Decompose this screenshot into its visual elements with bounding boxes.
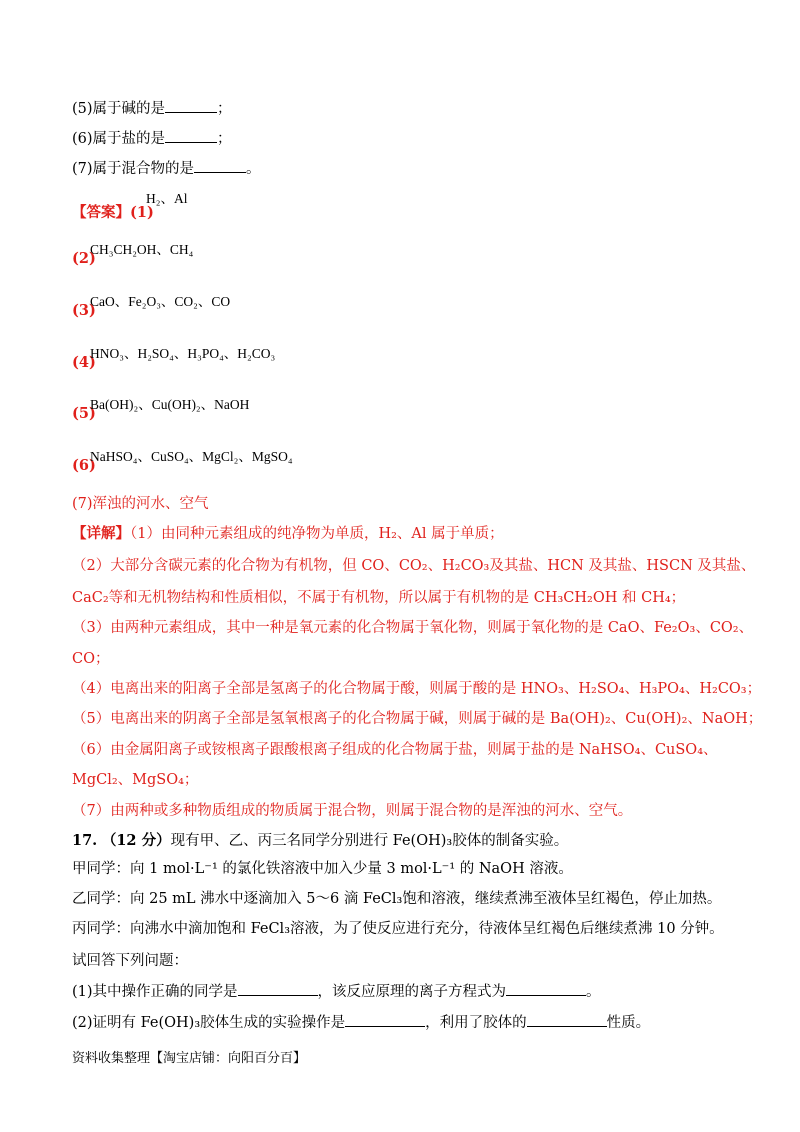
answer-1: H₂、Al <box>146 191 188 206</box>
answer-2: CH₃CH₂OH、CH₄ <box>90 242 194 257</box>
answer-blank <box>527 1012 607 1027</box>
detail-line-1: 【详解】（1）由同种元素组成的纯净物为单质，H₂、Al 属于单质； <box>72 525 504 542</box>
question-17-stem: 17. （12 分）现有甲、乙、丙三名同学分别进行 Fe(OH)₃胶体的制备实验。 <box>72 832 569 849</box>
answer-2-number: (2) <box>72 250 96 267</box>
detail-label: 【详解】 <box>72 525 130 542</box>
answer-blank <box>238 981 318 996</box>
student-jia: 甲同学：向 1 mol·L⁻¹ 的氯化铁溶液中加入少量 3 mol·L⁻¹ 的 NaOH 溶液。 <box>72 861 573 877</box>
detail-line-5: CO； <box>72 651 110 667</box>
answer-blank <box>165 128 217 143</box>
sub-question-2: (2)证明有 Fe(OH)₃胶体生成的实验操作是 ，利用了胶体的 性质。 <box>72 1012 650 1033</box>
answer-5-number: (5) <box>72 405 96 422</box>
question-5: (5)属于碱的是 ； <box>72 98 232 119</box>
question-6: (6)属于盐的是 ； <box>72 128 232 149</box>
answer-blank <box>506 981 586 996</box>
answer-blank <box>345 1012 425 1027</box>
detail-line-4: （3）由两种元素组成，其中一种是氧元素的化合物属于氧化物，则属于氧化物的是 CaO、Fe₂O₃、CO₂、 <box>72 620 754 636</box>
detail-line-8: （6）由金属阳离子或铵根离子跟酸根离子组成的化合物属于盐，则属于盐的是 NaHSO₄、CuSO₄、 <box>72 742 718 758</box>
answer-6: NaHSO₄、CuSO₄、MgCl₂、MgSO₄ <box>90 449 293 464</box>
student-yi: 乙同学：向 25 mL 沸水中逐滴加入 5～6 滴 FeCl₃饱和溶液，继续煮沸至液体呈红褐色，停止加热。 <box>72 891 722 907</box>
answer-3-number: (3) <box>72 302 96 319</box>
detail-line-6: （4）电离出来的阳离子全部是氢离子的化合物属于酸，则属于酸的是 HNO₃、H₂SO₄、H₃PO₄、H₂CO₃； <box>72 681 762 697</box>
sub-question-1: (1)其中操作正确的同学是 ，该反应原理的离子方程式为 。 <box>72 981 601 1002</box>
answer-6-number: (6) <box>72 457 96 474</box>
answer-label: 【答案】(1) <box>72 204 154 221</box>
detail-line-7: （5）电离出来的阴离子全部是氢氧根离子的化合物属于碱，则属于碱的是 Ba(OH)₂、Cu(OH)₂、NaOH； <box>72 711 763 727</box>
answer-blank <box>165 98 217 113</box>
answer-blank <box>194 158 246 173</box>
question-7: (7)属于混合物的是 。 <box>72 158 261 179</box>
answer-7: (7)浑浊的河水、空气 <box>72 496 209 512</box>
detail-line-10: （7）由两种或多种物质组成的物质属于混合物，则属于混合物的是浑浊的河水、空气。 <box>72 803 633 819</box>
detail-line-3: CaC₂等和无机物结构和性质相似，不属于有机物，所以属于有机物的是 CH₃CH₂OH 和 CH₄； <box>72 590 686 606</box>
answer-4-number: (4) <box>72 354 96 371</box>
detail-line-2: （2）大部分含碳元素的化合物为有机物，但 CO、CO₂、H₂CO₃及其盐、HCN 及其盐、HSCN 及其盐、 <box>72 558 756 574</box>
detail-line-9: MgCl₂、MgSO₄； <box>72 772 199 788</box>
question-prompt: 试回答下列问题： <box>72 953 188 969</box>
page-footer: 资料收集整理【淘宝店铺：向阳百分百】 <box>72 1051 307 1066</box>
student-bing: 丙同学：向沸水中滴加饱和 FeCl₃溶液，为了使反应进行充分，待液体呈红褐色后继续煮沸 10 分钟。 <box>72 921 724 937</box>
answer-3: CaO、Fe₂O₃、CO₂、CO <box>90 294 231 309</box>
answer-5: Ba(OH)₂、Cu(OH)₂、NaOH <box>90 397 250 412</box>
answer-4: HNO₃、H₂SO₄、H₃PO₄、H₂CO₃ <box>90 346 276 361</box>
